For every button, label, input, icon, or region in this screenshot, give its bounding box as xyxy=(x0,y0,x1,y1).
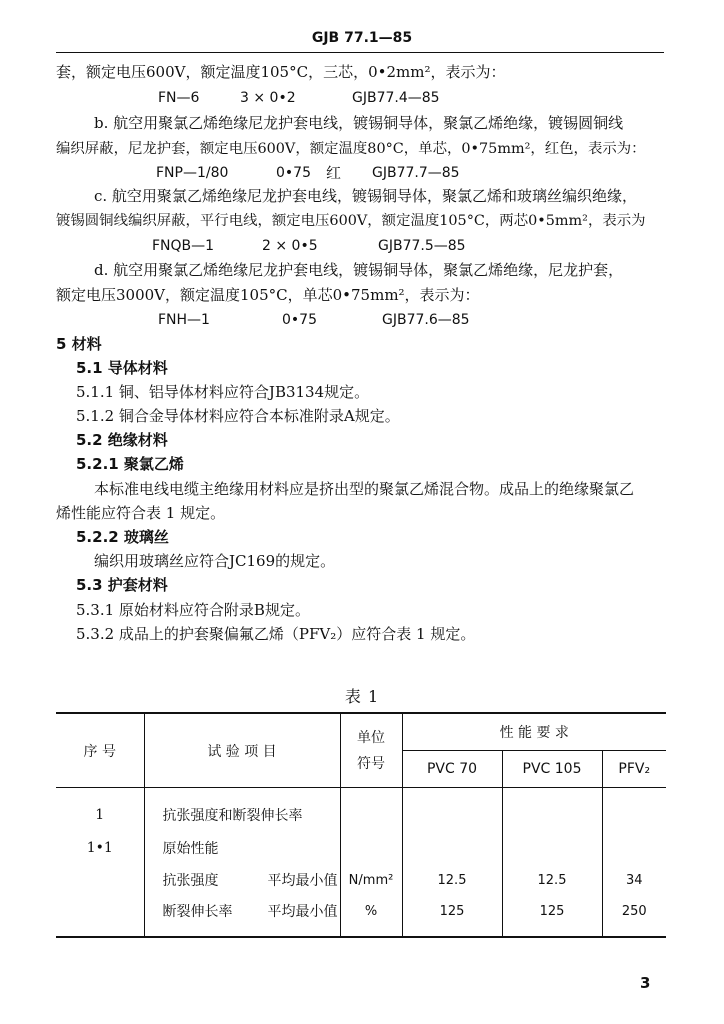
header-test-item: 试 验 项 目 xyxy=(144,713,340,788)
cell-seq xyxy=(56,864,144,896)
section-5-1-1: 5.1.1 铜、铝导体材料应符合JB3134规定。 xyxy=(76,383,370,401)
section-5-2-2-para: 编织用玻璃丝应符合JC169的规定。 xyxy=(94,552,336,570)
section-5-2-1-para-line1: 本标准电线电缆主绝缘用材料应是挤出型的聚氯乙烯混合物。成品上的绝缘聚氯乙 xyxy=(94,480,635,498)
cell-unit xyxy=(340,832,402,864)
table-row xyxy=(56,864,666,896)
cell-unit: N/mm² xyxy=(340,864,402,896)
item-b-line2: 编织屏蔽，尼龙护套，额定电压600V，额定温度80°C，单芯，0•75mm²，红色，表示为： xyxy=(56,141,646,157)
section-5-3-heading: 5.3 护套材料 xyxy=(76,576,168,594)
designation-c-name: FNQB—1 xyxy=(152,238,215,254)
header-unit: 单位 符号 xyxy=(340,713,402,788)
designation-b-spec: 0•75 xyxy=(276,165,311,181)
header-seq: 序 号 xyxy=(56,713,144,788)
cell-item xyxy=(144,864,340,896)
page-header: GJB 77.1—85 xyxy=(311,30,413,46)
item-a-continuation: 套，额定电压600V，额定温度105°C，三芯，0•2mm²，表示为： xyxy=(56,63,506,81)
designation-a-spec: 3 × 0•2 xyxy=(240,90,296,106)
cell-pvc70: 125 xyxy=(402,896,502,937)
cell-item-name: 断裂伸长率 xyxy=(162,904,233,920)
designation-d-std: GJB77.6—85 xyxy=(382,312,470,328)
table-row xyxy=(56,832,666,864)
cell-pfv2: 34 xyxy=(625,872,643,888)
cell-pvc105: 12.5 xyxy=(502,864,602,896)
cell-pvc70: 12.5 xyxy=(402,864,502,896)
cell-pfv2 xyxy=(602,832,666,864)
section-5-2-2-heading: 5.2.2 玻璃丝 xyxy=(76,528,169,546)
cell-item: 原始性能 xyxy=(144,832,340,864)
designation-c-std: GJB77.5—85 xyxy=(378,238,466,254)
cell-seq: 1 xyxy=(56,788,144,833)
item-b-line1: b. 航空用聚氯乙烯绝缘尼龙护套电线，镀锡铜导体，聚氯乙烯绝缘，镀锡圆铜线 xyxy=(94,114,624,132)
section-5-heading: 5 材料 xyxy=(56,335,102,353)
header-rule xyxy=(56,52,664,53)
section-5-1-heading: 5.1 导体材料 xyxy=(76,359,168,377)
header-requirements: 性 能 要 求 xyxy=(402,713,666,751)
section-5-3-2: 5.3.2 成品上的护套聚偏氟乙烯（PFV₂）应符合表 1 规定。 xyxy=(76,625,476,643)
section-5-2-heading: 5.2 绝缘材料 xyxy=(76,431,168,449)
designation-a-name: FN—6 xyxy=(158,90,200,106)
cell-pvc105 xyxy=(502,788,602,833)
cell-item: 抗张强度和断裂伸长率 xyxy=(144,788,340,833)
designation-d-spec: 0•75 xyxy=(282,312,317,328)
cell-seq xyxy=(56,896,144,937)
item-c-line1: c. 航空用聚氯乙烯绝缘尼龙护套电线，镀锡铜导体，聚氯乙烯和玻璃丝编织绝缘， xyxy=(94,187,637,205)
header-pfv2: PFV₂ xyxy=(602,751,666,788)
header-pvc70: PVC 70 xyxy=(402,751,502,788)
cell-pfv2: 250 xyxy=(602,896,666,937)
header-pvc105: PVC 105 xyxy=(502,751,602,788)
cell-seq: 1•1 xyxy=(56,832,144,864)
designation-d-name: FNH—1 xyxy=(158,312,210,328)
cell-pfv2 xyxy=(602,788,666,833)
designation-b-color: 红 xyxy=(326,164,342,182)
cell-pvc70 xyxy=(402,788,502,833)
page-number: 3 xyxy=(640,974,651,992)
table-caption: 表 1 xyxy=(344,687,380,706)
section-5-2-1-heading: 5.2.1 聚氯乙烯 xyxy=(76,455,184,473)
cell-pvc105 xyxy=(502,832,602,864)
section-5-2-1-para-line2: 烯性能应符合表 1 规定。 xyxy=(56,504,226,522)
cell-pvc105: 125 xyxy=(502,896,602,937)
section-5-1-2: 5.1.2 铜合金导体材料应符合本标准附录A规定。 xyxy=(76,407,400,425)
item-c-line2: 镀锡圆铜线编织屏蔽，平行电线，额定电压600V，额定温度105°C，两芯0•5mm²，表示为 xyxy=(56,213,646,229)
designation-a-std: GJB77.4—85 xyxy=(352,90,440,106)
designation-c-spec: 2 × 0•5 xyxy=(262,238,318,254)
table-row xyxy=(56,896,666,937)
cell-item-criterion: 平均最小值 xyxy=(267,904,338,920)
section-5-3-1: 5.3.1 原始材料应符合附录B规定。 xyxy=(76,601,310,619)
table-row xyxy=(56,788,666,833)
cell-item xyxy=(144,896,340,937)
cell-item-name: 抗张强度 xyxy=(162,873,219,889)
item-d-line1: d. 航空用聚氯乙烯绝缘尼龙护套电线，镀锡铜导体，聚氯乙烯绝缘，尼龙护套， xyxy=(94,261,624,279)
cell-unit xyxy=(340,788,402,833)
item-d-line2: 额定电压3000V，额定温度105°C，单芯0•75mm²，表示为： xyxy=(56,286,480,304)
cell-pvc70 xyxy=(402,832,502,864)
designation-b-std: GJB77.7—85 xyxy=(372,165,460,181)
designation-b-name: FNP—1/80 xyxy=(156,165,229,181)
cell-item-criterion: 平均最小值 xyxy=(267,873,338,889)
property-table xyxy=(56,712,666,938)
cell-unit: % xyxy=(340,896,402,937)
